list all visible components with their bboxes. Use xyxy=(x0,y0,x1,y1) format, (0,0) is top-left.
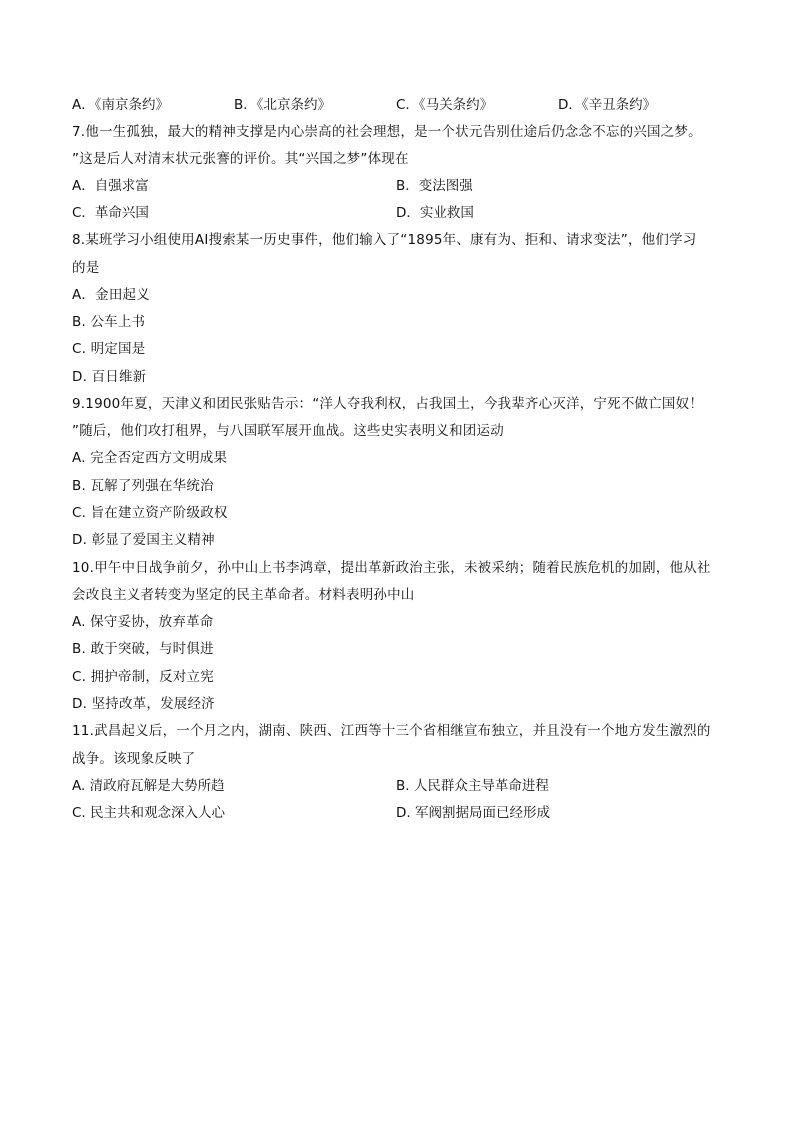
q11-option-c[interactable]: C. 民主共和观念深入人心 xyxy=(72,805,226,821)
q10-option-a[interactable]: A. 保守妥协，放弃革命 xyxy=(72,614,214,630)
q8-stem-line2: 的是 xyxy=(72,260,100,276)
q7-option-c[interactable]: C．革命兴国 xyxy=(72,205,149,221)
q11-option-a[interactable]: A. 清政府瓦解是大势所趋 xyxy=(72,778,225,794)
q11-option-d[interactable]: D. 军阀割据局面已经形成 xyxy=(396,805,550,821)
q9-stem-line1: 9.1900年夏，天津义和团民张贴告示：“洋人夺我利权，占我国土，今我辈齐心灭洋，宁死不做亡国奴！ xyxy=(72,396,704,412)
q10-stem-line1: 10.甲午中日战争前夕，孙中山上书李鸿章，提出革新政治主张，未被采纳；随着民族危机的加剧，他从社 xyxy=(72,560,711,576)
q8-option-b[interactable]: B. 公车上书 xyxy=(72,314,146,330)
q8-option-a[interactable]: A．金田起义 xyxy=(72,287,150,303)
q8-option-d[interactable]: D. 百日维新 xyxy=(72,369,147,385)
q9-option-d[interactable]: D. 彰显了爱国主义精神 xyxy=(72,532,215,548)
q7-stem-line1: 7.他一生孤独，最大的精神支撑是内心崇高的社会理想，是一个状元告别仕途后仍念念不忘的兴国之梦。 xyxy=(72,124,702,140)
q9-option-c[interactable]: C. 旨在建立资产阶级政权 xyxy=(72,505,228,521)
q7-option-b[interactable]: B．变法图强 xyxy=(396,178,473,194)
q6-option-a[interactable]: A．《南京条约》 xyxy=(72,97,169,113)
q6-option-d[interactable]: D．《辛丑条约》 xyxy=(558,97,657,113)
q9-option-b[interactable]: B. 瓦解了列强在华统治 xyxy=(72,478,214,494)
q9-option-a[interactable]: A. 完全否定西方文明成果 xyxy=(72,450,228,466)
q6-option-b[interactable]: B．《北京条约》 xyxy=(234,97,332,113)
q11-stem-line1: 11.武昌起义后，一个月之内，湖南、陕西、江西等十三个省相继宣布独立，并且没有一个地方发生激烈的 xyxy=(72,723,711,739)
q8-stem-line1: 8.某班学习小组使用AI搜索某一历史事件，他们输入了“1895年、康有为、拒和、请求变法”，他们学习 xyxy=(72,232,697,248)
q11-option-b[interactable]: B. 人民群众主导革命进程 xyxy=(396,778,549,794)
q11-stem-line2: 战争。该现象反映了 xyxy=(72,751,196,767)
q10-option-b[interactable]: B. 敢于突破，与时俱进 xyxy=(72,641,214,657)
q9-stem-line2: ”随后，他们攻打租界，与八国联军展开血战。这些史实表明义和团运动 xyxy=(72,423,504,439)
q8-option-c[interactable]: C. 明定国是 xyxy=(72,341,146,357)
q7-option-d[interactable]: D．实业救国 xyxy=(396,205,474,221)
q10-stem-line2: 会改良主义者转变为坚定的民主革命者。材料表明孙中山 xyxy=(72,587,415,603)
q10-option-c[interactable]: C. 拥护帝制，反对立宪 xyxy=(72,669,214,685)
q10-option-d[interactable]: D. 坚持改革，发展经济 xyxy=(72,696,215,712)
q7-stem-line2: ”这是后人对清末状元张謇的评价。其“兴国之梦”体现在 xyxy=(72,151,409,167)
q7-option-a[interactable]: A．自强求富 xyxy=(72,178,149,194)
q6-option-c[interactable]: C．《马关条约》 xyxy=(396,97,494,113)
